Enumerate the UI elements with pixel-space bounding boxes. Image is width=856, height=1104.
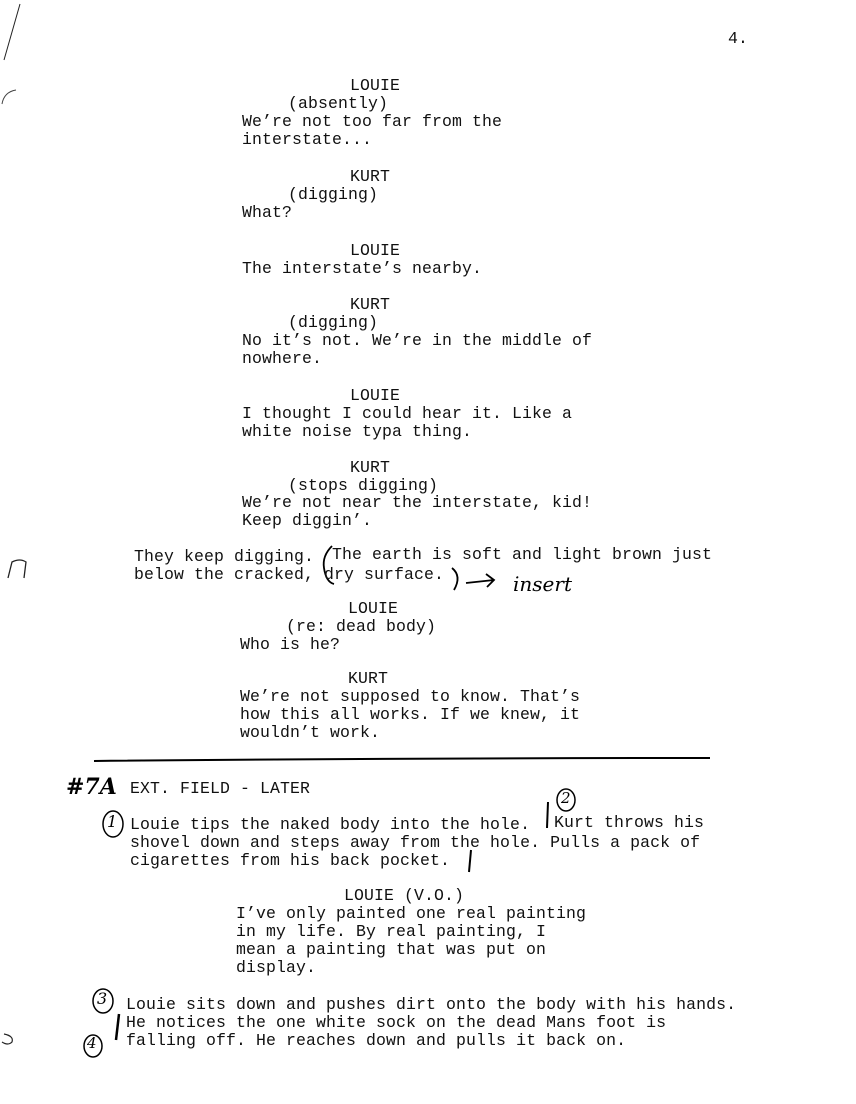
scene-divider bbox=[94, 758, 710, 761]
character-name: LOUIE bbox=[348, 599, 399, 618]
dialogue-line: We’re not too far from the bbox=[242, 112, 503, 131]
dialogue-line: mean a painting that was put on bbox=[236, 940, 547, 959]
character-name: KURT bbox=[350, 458, 391, 477]
dialogue-line: wouldn’t work. bbox=[240, 723, 381, 742]
dialogue-line: display. bbox=[236, 958, 317, 977]
circle-number: 3 bbox=[97, 989, 108, 1008]
dialogue-line: how this all works. If we knew, it bbox=[240, 705, 581, 724]
character-name: KURT bbox=[350, 167, 391, 186]
dialogue-line: What? bbox=[242, 203, 293, 222]
dialogue-line: We’re not supposed to know. That’s bbox=[240, 687, 581, 706]
character-name: LOUIE (V.O.) bbox=[344, 886, 465, 905]
dialogue-line: I thought I could hear it. Like a bbox=[242, 404, 573, 423]
parenthetical: (stops digging) bbox=[288, 476, 439, 495]
margin-stroke bbox=[4, 4, 20, 60]
parenthetical: (digging) bbox=[288, 185, 379, 204]
circle-number: 2 bbox=[561, 789, 571, 807]
split-mark-1 bbox=[547, 802, 548, 828]
dialogue-line: I’ve only painted one real painting bbox=[236, 904, 587, 923]
action-line: shovel down and steps away from the hole. Pulls a pack of bbox=[130, 833, 701, 852]
split-mark-3 bbox=[116, 1014, 119, 1040]
character-name: LOUIE bbox=[350, 241, 401, 260]
insert-arrow bbox=[466, 574, 494, 587]
dialogue-line: Who is he? bbox=[240, 635, 341, 654]
action-line: The earth is soft and light brown just bbox=[332, 545, 713, 564]
dialogue-line: in my life. By real painting, I bbox=[236, 922, 547, 941]
action-line: cigarettes from his back pocket. bbox=[130, 851, 451, 870]
circle-number: 1 bbox=[107, 812, 118, 831]
dialogue-line: nowhere. bbox=[242, 349, 323, 368]
character-name: LOUIE bbox=[350, 386, 401, 405]
dialogue-line: No it’s not. We’re in the middle of bbox=[242, 331, 593, 350]
dialogue-line: white noise typa thing. bbox=[242, 422, 473, 441]
dialogue-line: We’re not near the interstate, kid! bbox=[242, 493, 593, 512]
parenthetical: (absently) bbox=[288, 94, 389, 113]
action-line: He notices the one white sock on the dead Mans foot is bbox=[126, 1013, 667, 1032]
scene-number-note: #7A bbox=[66, 774, 117, 800]
insert-note: insert bbox=[513, 572, 572, 596]
action-line: below the cracked, dry surface. bbox=[134, 565, 445, 584]
character-name: LOUIE bbox=[350, 76, 401, 95]
parenthetical: (re: dead body) bbox=[286, 617, 437, 636]
insert-bracket-close bbox=[452, 568, 458, 590]
split-mark-2 bbox=[469, 850, 471, 872]
character-name: KURT bbox=[350, 295, 391, 314]
page-number: 4. bbox=[728, 29, 749, 48]
action-line: Louie tips the naked body into the hole. bbox=[130, 815, 531, 834]
dialogue-line: Keep diggin’. bbox=[242, 511, 373, 530]
margin-mark-bottom bbox=[2, 1034, 12, 1044]
dialogue-line: interstate... bbox=[242, 130, 373, 149]
dialogue-line: The interstate’s nearby. bbox=[242, 259, 483, 278]
character-name: KURT bbox=[348, 669, 389, 688]
action-line: Louie sits down and pushes dirt onto the body with his hands. bbox=[126, 995, 737, 1014]
action-line: falling off. He reaches down and pulls it back on. bbox=[126, 1031, 627, 1050]
circle-number: 4 bbox=[87, 1034, 97, 1052]
parenthetical: (digging) bbox=[288, 313, 379, 332]
margin-mark bbox=[8, 560, 26, 578]
action-line: They keep digging. bbox=[134, 547, 315, 566]
scene-heading: EXT. FIELD - LATER bbox=[130, 779, 311, 798]
action-line: Kurt throws his bbox=[554, 813, 705, 832]
margin-curve bbox=[2, 90, 16, 104]
